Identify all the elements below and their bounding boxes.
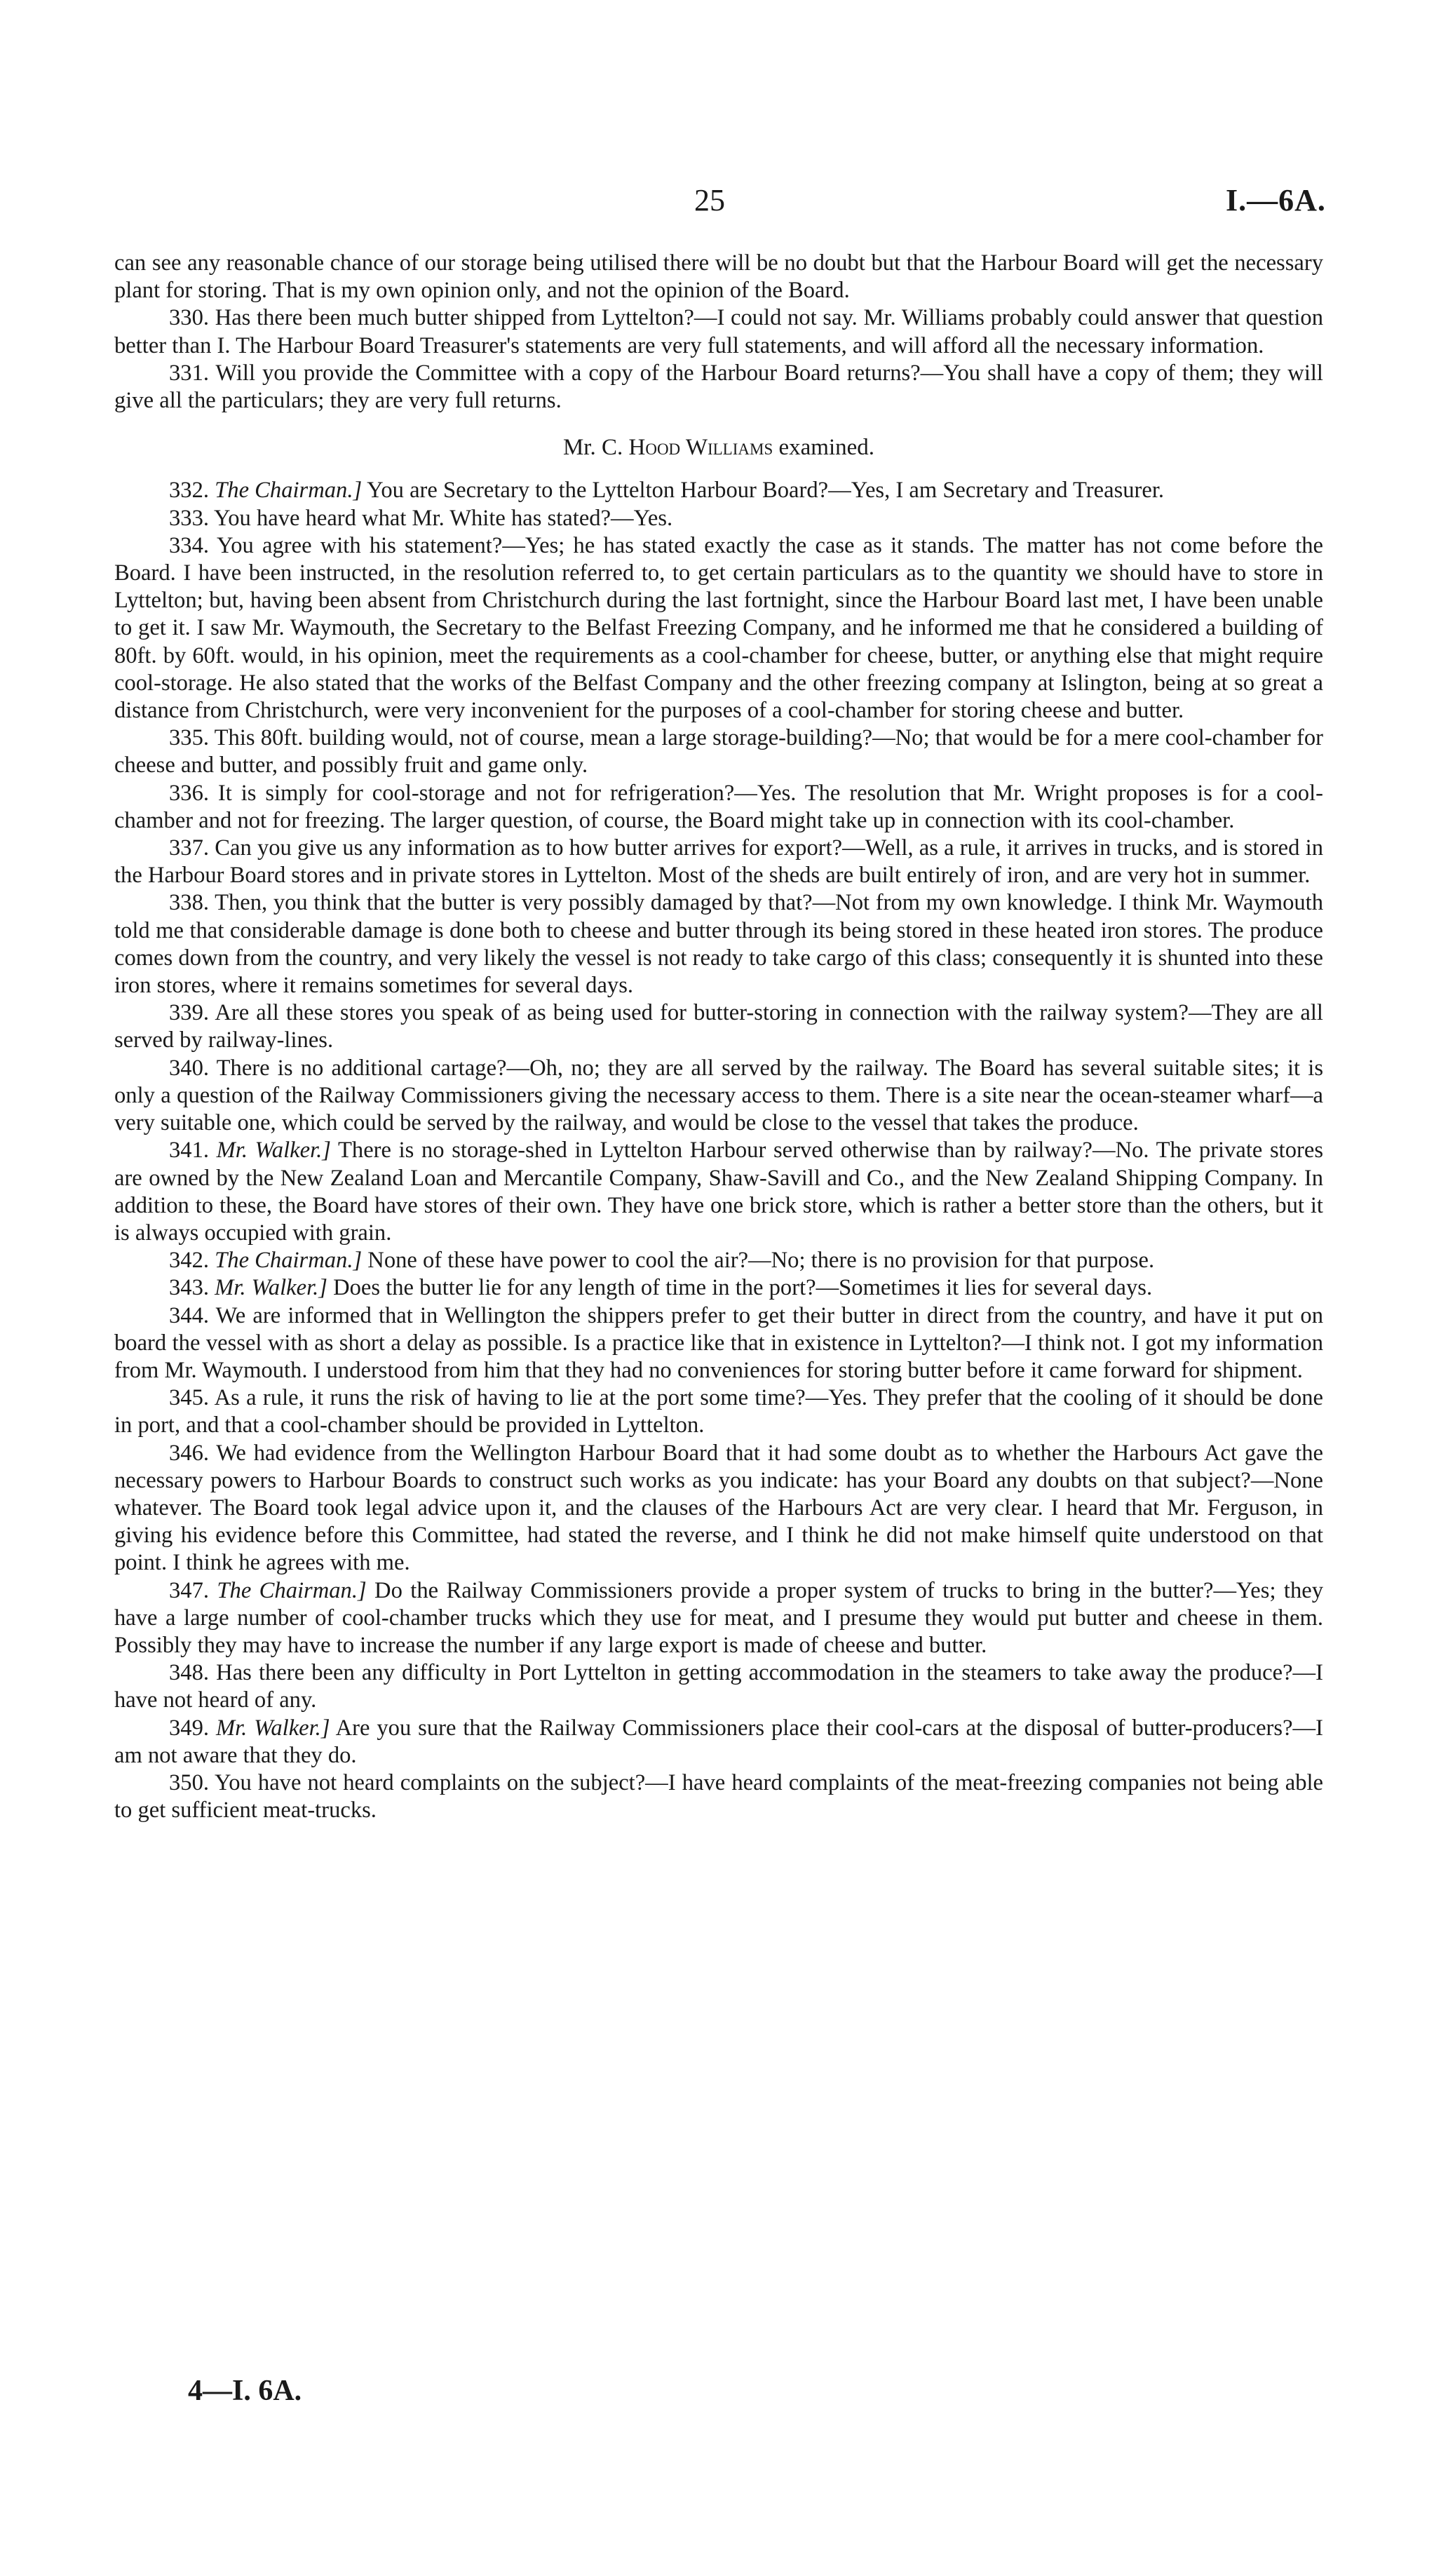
testimony-paragraph <box>114 1302 1323 1385</box>
question-number: 335. <box>169 725 210 751</box>
question-number: 347. <box>169 1577 210 1603</box>
testimony-paragraph <box>114 724 1323 779</box>
paper-reference: I.—6A. <box>1226 183 1326 217</box>
testimony-paragraph <box>114 999 1323 1054</box>
testimony-paragraph <box>114 1715 1323 1769</box>
testimony-paragraph <box>114 1274 1323 1302</box>
testimony-paragraph <box>114 1577 1323 1660</box>
testimony-text: There is no additional cartage?—Oh, no; they are all served by the railway. The Board has several suitable sites; it is only a question of the Railway Commissioners giving the necessary access to them. There is a site near the ocean-steamer wharf—a very suitable one, which could be served by the railway, and would be close to the vessel that takes the produce. <box>114 1055 1323 1136</box>
testimony-paragraph <box>114 1384 1323 1439</box>
witness-heading <box>114 434 1323 461</box>
testimony-paragraph <box>114 889 1323 999</box>
testimony-paragraph <box>114 532 1323 724</box>
testimony-text: This 80ft. building would, not of course, mean a large storage-building?—No; that would be for a mere cool-chamber for cheese and butter, and possibly fruit and game only. <box>114 725 1323 778</box>
question-number: 349. <box>169 1715 210 1741</box>
question-number: 348. <box>169 1660 210 1686</box>
testimony-text: Are you sure that the Railway Commissioners place their cool-cars at the disposal of butter-producers?—I am not aware that they do. <box>114 1715 1323 1768</box>
question-number: 336. <box>169 780 210 806</box>
testimony-text: Do the Railway Commissioners provide a proper system of trucks to bring in the butter?—Yes; they have a large number of cool-chamber trucks which they use for meat, and I presume they would put butter and cheese in them. Possibly they may have to increase the number if any large export is made of cheese and butter. <box>114 1577 1323 1658</box>
testimony-text: Does the butter lie for any length of time in the port?—Sometimes it lies for several days. <box>327 1275 1153 1301</box>
body-text <box>114 250 1323 1824</box>
testimony-text: Are all these stores you speak of as being used for butter-storing in connection with the railway system?—They are all served by railway-lines. <box>114 1000 1323 1053</box>
question-number: 333. <box>169 505 210 531</box>
testimony-text: As a rule, it runs the risk of having to lie at the port some time?—Yes. They prefer that the cooling of it should be done in port, and that a cool-chamber should be provided in Lyttelton. <box>114 1385 1323 1438</box>
testimony-paragraph <box>114 505 1323 532</box>
question-number: 344. <box>169 1302 210 1328</box>
testimony-text: Then, you think that the butter is very possibly damaged by that?—Not from my own knowledge. I think Mr. Waymouth told me that considerable damage is done both to cheese and butter through its being stored in these heated iron stores. The produce comes down from the country, and very likely the vessel is not ready to take cargo of this class; consequently it is shunted into these iron stores, where it remains sometimes for several days. <box>114 890 1323 999</box>
testimony-paragraph <box>114 1659 1323 1714</box>
testimony-list <box>114 477 1323 1824</box>
paragraph: can see any reasonable chance of our storage being utilised there will be no doubt but that the Harbour Board will get the necessary plant for storing. That is my own opinion only, and not the opinion of the Board. <box>114 250 1323 304</box>
witness-heading-prefix: Mr. C. <box>562 435 629 461</box>
testimony-text: We are informed that in Wellington the shippers prefer to get their butter in direct from the country, and have it put on board the vessel with as short a delay as possible. Is a practice like that in existence in Lyttelton?—I think not. I got my information from Mr. Waymouth. I understood from him that they had no conveniences for storing butter before it came forward for shipment. <box>114 1302 1324 1383</box>
testimony-paragraph <box>114 1769 1323 1824</box>
speaker-label: The Chairman.] <box>215 478 363 504</box>
question-number: 338. <box>169 890 210 916</box>
question-number: 343. <box>169 1275 210 1301</box>
testimony-text: You are Secretary to the Lyttelton Harbour Board?—Yes, I am Secretary and Treasurer. <box>362 478 1165 504</box>
testimony-text: Has there been any difficulty in Port Lyttelton in getting accommodation in the steamers to take away the produce?—I have not heard of any. <box>114 1660 1323 1713</box>
testimony-paragraph <box>114 1440 1323 1577</box>
question-number: 340. <box>169 1055 210 1081</box>
question-number: 346. <box>169 1440 210 1466</box>
testimony-paragraph <box>114 1247 1323 1274</box>
question-number: 339. <box>169 1000 210 1026</box>
testimony-paragraph <box>114 1055 1323 1138</box>
testimony-text: There is no storage-shed in Lyttelton Harbour served otherwise than by railway?—No. The private stores are owned by the New Zealand Loan and Mercantile Company, Shaw-Savill and Co., and the New Zealand Shipping Company. In addition to these, the Board have stores of their own. They have one brick store, which is rather a better store than the others, but it is always occupied with grain. <box>114 1138 1323 1246</box>
question-number: 332. <box>169 478 210 504</box>
testimony-paragraph <box>114 477 1323 504</box>
question-number: 337. <box>169 835 210 861</box>
testimony-paragraph <box>114 835 1323 889</box>
question-number: 341. <box>169 1138 210 1164</box>
question-number: 342. <box>169 1248 210 1274</box>
witness-name: Hood Williams <box>628 435 773 461</box>
testimony-text: You have heard what Mr. White has stated?—Yes. <box>213 505 673 531</box>
testimony-text: You agree with his statement?—Yes; he has stated exactly the case as it stands. The matter has not come before the Board. I have been instructed, in the resolution referred to, to get certain particulars as to the quantity we should have to store in Lyttelton; but, having been absent from Christchurch during the last fortnight, since the Harbour Board last met, I have been unable to get it. I saw Mr. Waymouth, the Secretary to the Belfast Freezing Company, and he informed me that he considered a building of 80ft. by 60ft. would, in his opinion, meet the requirements as a cool-chamber for cheese, butter, or anything else that might require cool-storage. He also stated that the works of the Belfast Company and the other freezing company at Islington, being at so great a distance from Christchurch, were very inconvenient for the purposes of a cool-chamber for storing cheese and butter. <box>114 532 1324 724</box>
testimony-paragraph <box>114 780 1323 835</box>
testimony-text: We had evidence from the Wellington Harbour Board that it had some doubt as to whether the Harbours Act gave the necessary powers to Harbour Boards to construct such works as you indicate: has your Board any doubts on that subject?—None whatever. The Board took legal advice upon it, and the clauses of the Harbours Act are very clear. I heard that Mr. Ferguson, in giving his evidence before this Committee, had stated the reverse, and I think he did not make himself quite understood on that point. I think he agrees with me. <box>114 1440 1323 1576</box>
signature-mark: 4—I. 6A. <box>188 2375 302 2407</box>
speaker-label: Mr. Walker.] <box>215 1275 327 1301</box>
question-number: 350. <box>169 1769 210 1795</box>
speaker-label: Mr. Walker.] <box>216 1138 331 1164</box>
testimony-text: None of these have power to cool the air?—No; there is no provision for that purpose. <box>362 1248 1155 1274</box>
page-number: 25 <box>694 183 725 217</box>
testimony-paragraph <box>114 1137 1323 1247</box>
speaker-label: The Chairman.] <box>217 1577 367 1603</box>
testimony-text: You have not heard complaints on the subject?—I have heard complaints of the meat-freezing companies not being able to get sufficient meat-trucks. <box>114 1769 1324 1823</box>
paragraph: 331. Will you provide the Committee with a copy of the Harbour Board returns?—You shall have a copy of them; they will give all the particulars; they are very full returns. <box>114 360 1323 414</box>
question-number: 345. <box>169 1385 210 1411</box>
speaker-label: Mr. Walker.] <box>215 1715 330 1741</box>
speaker-label: The Chairman.] <box>215 1248 363 1274</box>
witness-heading-suffix: examined. <box>773 435 875 461</box>
testimony-text: It is simply for cool-storage and not for refrigeration?—Yes. The resolution that Mr. Wright proposes is for a cool-chamber and not for freezing. The larger question, of course, the Board might take up in connection with its cool-chamber. <box>114 780 1323 833</box>
paragraph: 330. Has there been much butter shipped from Lyttelton?—I could not say. Mr. Williams probably could answer that question better than I. The Harbour Board Treasurer's statements are very full statements, and will afford all the necessary information. <box>114 305 1323 358</box>
question-number: 334. <box>169 532 210 558</box>
testimony-text: Can you give us any information as to how butter arrives for export?—Well, as a rule, it arrives in trucks, and is stored in the Harbour Board stores and in private stores in Lyttelton. Most of the sheds are built entirely of iron, and are very hot in summer. <box>114 835 1323 889</box>
